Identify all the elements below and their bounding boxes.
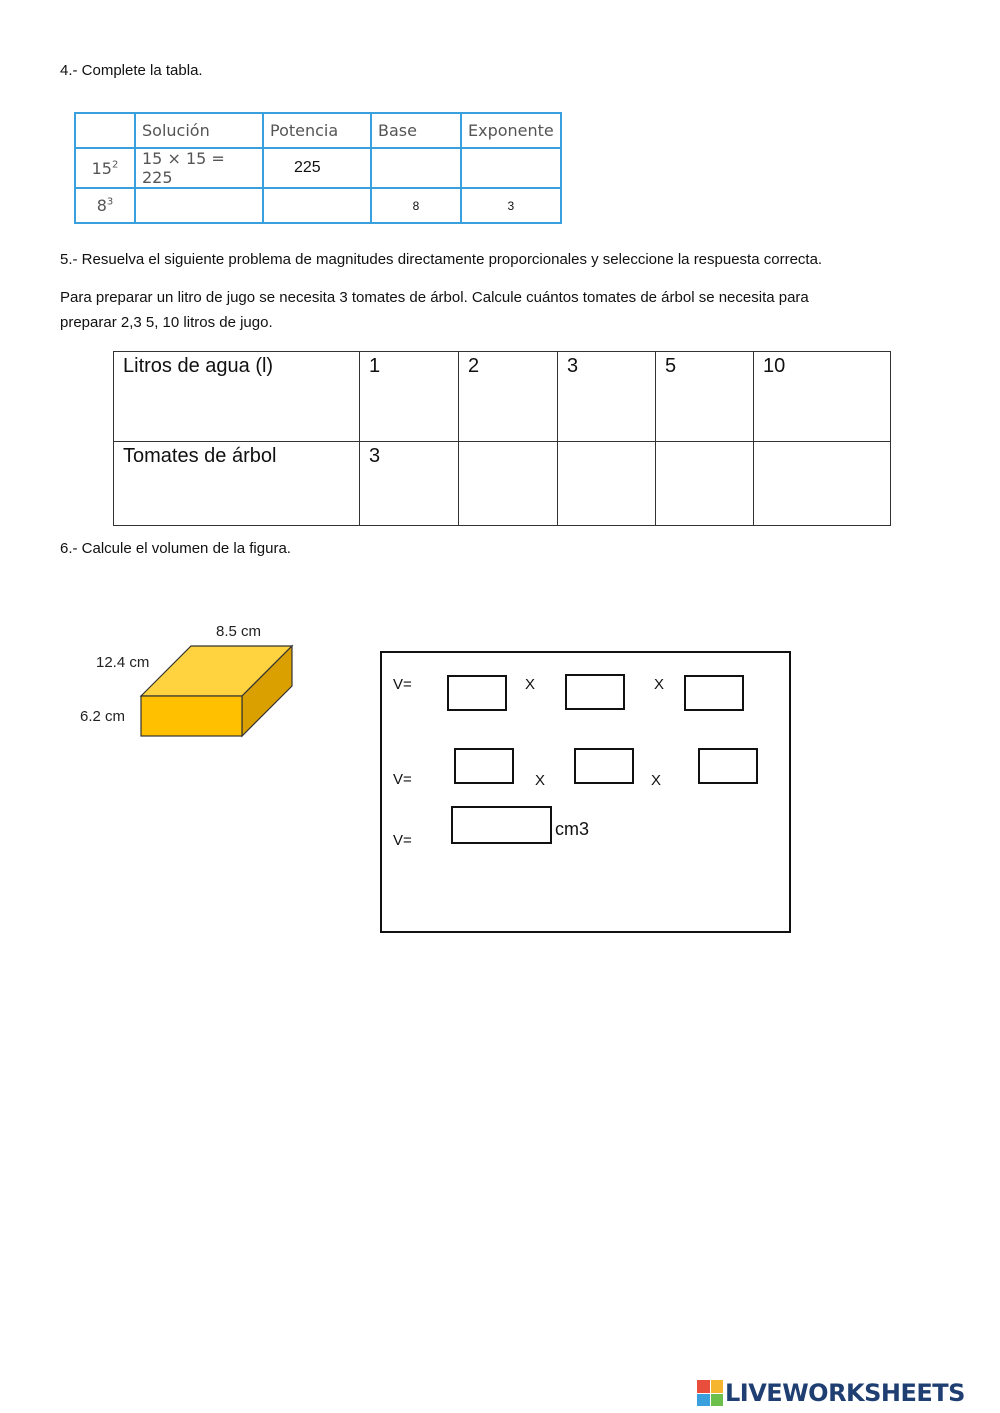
power-label: $15^2$ [75, 148, 135, 188]
proportion-table [113, 351, 891, 526]
dim-height-label: 6.2 cm [80, 708, 126, 725]
powers-table [74, 112, 562, 224]
section6-title: 6.- Calcule el volumen de la figura. [60, 540, 291, 557]
section5-title: 5.- Resuelva el siguiente problema de magnitudes directamente proporcionales y seleccione la respuesta correcta. [60, 251, 823, 268]
table-header-row [75, 113, 561, 148]
base-cell[interactable]: 8 [371, 188, 461, 223]
header-potencia: Potencia [263, 113, 371, 148]
v-label: V= [393, 771, 412, 788]
value-input-box[interactable] [698, 748, 758, 784]
v-label: V= [393, 832, 412, 849]
answer-cell[interactable] [656, 442, 754, 526]
section4-title: 4.- Complete la tabla. [60, 62, 203, 79]
answer-cell[interactable] [459, 442, 558, 526]
liveworksheets-logo [697, 1378, 965, 1408]
row-label: Tomates de árbol [114, 442, 360, 526]
volume-result-box[interactable] [451, 806, 552, 844]
times-sign: X [654, 676, 665, 693]
table-row [114, 352, 891, 442]
header-solucion: Solución [135, 113, 263, 148]
width-input-box[interactable] [565, 674, 625, 710]
value-input-box[interactable] [574, 748, 634, 784]
table-cell: 5 [656, 352, 754, 442]
cuboid-front-face [141, 696, 242, 736]
exponente-cell[interactable]: 3 [461, 188, 561, 223]
potencia-cell[interactable]: 225 [263, 148, 371, 188]
logo-mark-icon [697, 1380, 723, 1406]
base-cell[interactable] [371, 148, 461, 188]
v-label: V= [393, 676, 412, 693]
answer-cell[interactable] [558, 442, 656, 526]
table-row [75, 188, 561, 223]
table-row [75, 148, 561, 188]
table-cell: 3 [558, 352, 656, 442]
times-sign: X [535, 772, 546, 789]
table-cell: 2 [459, 352, 558, 442]
solucion-cell[interactable] [135, 188, 263, 223]
header-exponente: Exponente [461, 113, 561, 148]
table-row [114, 442, 891, 526]
potencia-cell[interactable] [263, 188, 371, 223]
table-cell: 3 [360, 442, 459, 526]
dim-side-label: 12.4 cm [96, 654, 150, 671]
logo-text: LIVEWORKSHEETS [725, 1379, 965, 1407]
answer-cell[interactable] [754, 442, 891, 526]
times-sign: X [525, 676, 536, 693]
problem-line-2: preparar 2,3 5, 10 litros de jugo. [60, 314, 273, 331]
length-input-box[interactable] [447, 675, 507, 711]
dim-top-label: 8.5 cm [216, 623, 262, 640]
header-base: Base [371, 113, 461, 148]
table-cell: 10 [754, 352, 891, 442]
volume-answer-box [380, 651, 791, 933]
cuboid-figure [70, 612, 310, 747]
times-sign: X [651, 772, 662, 789]
exponente-cell[interactable] [461, 148, 561, 188]
value-input-box[interactable] [454, 748, 514, 784]
solucion-cell: 15 × 15 = 225 [135, 148, 263, 188]
header-empty [75, 113, 135, 148]
problem-line-1: Para preparar un litro de jugo se necesita 3 tomates de árbol. Calcule cuántos tomates de árbol se necesita para [60, 289, 809, 306]
height-input-box[interactable] [684, 675, 744, 711]
unit-label: cm3 [555, 819, 590, 839]
power-label: $8^3$ [75, 188, 135, 223]
table-cell: 1 [360, 352, 459, 442]
row-label: Litros de agua (l) [114, 352, 360, 442]
